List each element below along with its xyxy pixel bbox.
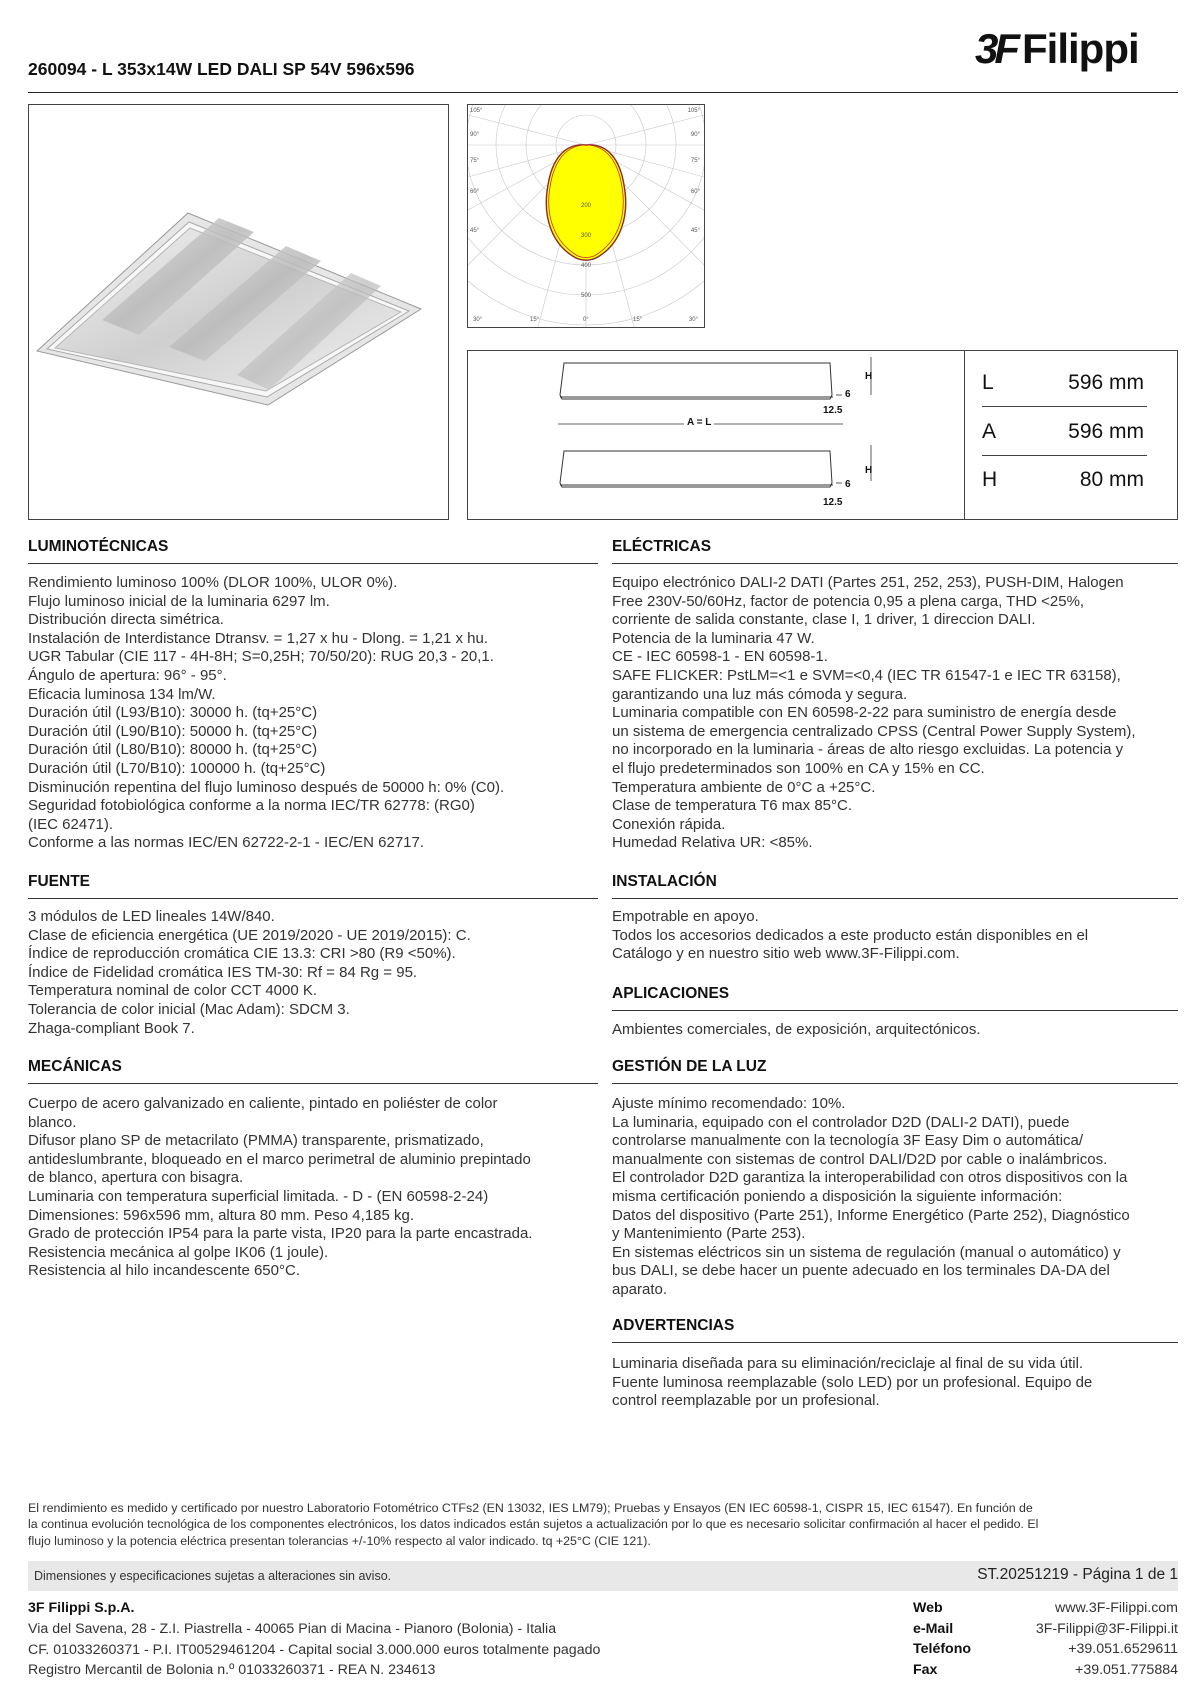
spec-line: Ambientes comerciales, de exposición, arquitectónicos.: [612, 1021, 981, 1038]
spec-line: Equipo electrónico DALI-2 DATI (Partes 251, 252, 253), PUSH-DIM, Halogen: [612, 574, 1124, 591]
spec-line: Fuente luminosa reemplazable (solo LED) por un profesional. Equipo de: [612, 1373, 1093, 1391]
section-title-instalacion: INSTALACIÓN: [612, 873, 717, 890]
dimension-key: H: [982, 468, 998, 491]
dimension-value: 596 mm: [1068, 371, 1144, 394]
section-body-instalacion: [612, 908, 1088, 964]
spec-line: CE - IEC 60598-1 - EN 60598-1.: [612, 648, 828, 666]
spec-line: de blanco, apertura con bisagra.: [28, 1169, 244, 1187]
spec-line: Luminaria diseñada para su eliminación/reciclaje al final de su vida útil.: [612, 1355, 1084, 1372]
polar-angle-label: 60°: [690, 189, 700, 195]
fax-number: +39.051.775884: [1075, 1662, 1178, 1678]
spec-line: Disminución repentina del flujo luminoso después de 50000 h: 0% (C0).: [28, 778, 505, 796]
spec-line: Eficacia luminosa 134 lm/W.: [28, 685, 216, 703]
spec-line: Clase de eficiencia energética (UE 2019/2020 - UE 2019/2015): C.: [28, 926, 471, 944]
drawing-six-label: 6: [845, 479, 851, 490]
spec-line: controlarse manualmente con la tecnología 3F Easy Dim o automática/: [612, 1132, 1084, 1150]
spec-line: Difusor plano SP de metacrilato (PMMA) transparente, prismatizado,: [28, 1132, 484, 1150]
contact-label: Web: [913, 1600, 943, 1616]
dimension-divider: [982, 455, 1147, 456]
polar-radial-label: 200: [581, 203, 592, 209]
drawing-12-5-label: 12.5: [823, 405, 843, 416]
email-link[interactable]: 3F-Filippi@3F-Filippi.it: [1035, 1621, 1178, 1637]
section-body-advertencias: [612, 1355, 1092, 1411]
section-divider: [612, 1342, 1178, 1343]
header-divider: [28, 92, 1178, 93]
spec-line: Cuerpo de acero galvanizado en caliente, pintado en poliéster de color: [28, 1095, 498, 1112]
company-address: [28, 1619, 600, 1681]
spec-line: Ajuste mínimo recomendado: 10%.: [612, 1095, 846, 1112]
spec-line: Duración útil (L80/B10): 80000 h. (tq+25°C): [28, 741, 318, 759]
spec-line: el flujo predeterminados son 100% en CA y 15% en CC.: [612, 759, 985, 777]
section-divider: [28, 898, 598, 899]
section-title-electricas: ELÉCTRICAS: [612, 538, 712, 555]
spec-line: control reemplazable por un profesional.: [612, 1392, 880, 1410]
spec-line: Duración útil (L70/B10): 100000 h. (tq+25°C): [28, 759, 326, 777]
contact-label: e-Mail: [913, 1621, 954, 1637]
web-link[interactable]: www.3F-Filippi.com: [1055, 1600, 1178, 1616]
spec-line: Empotrable en apoyo.: [612, 908, 759, 925]
section-body-luminotecnicas: [28, 574, 504, 853]
spec-line: Resistencia al hilo incandescente 650°C.: [28, 1262, 300, 1280]
spec-line: Datos del dispositivo (Parte 251), Informe Energético (Parte 252), Diagnóstico: [612, 1206, 1130, 1224]
spec-line: Humedad Relativa UR: <85%.: [612, 834, 813, 852]
spec-line: Duración útil (L90/B10): 50000 h. (tq+25°C): [28, 722, 318, 740]
spec-line: Duración útil (L93/B10): 30000 h. (tq+25°C): [28, 704, 318, 722]
section-title-gestion: GESTIÓN DE LA LUZ: [612, 1058, 767, 1075]
spec-line: Zhaga-compliant Book 7.: [28, 1019, 195, 1037]
drawing-six-label: 6: [845, 389, 851, 400]
product-title: 260094 - L 353x14W LED DALI SP 54V 596x596: [28, 59, 415, 79]
spec-line: garantizando una luz más cómoda y segura.: [612, 685, 908, 703]
section-body-gestion: [612, 1095, 1130, 1300]
polar-bottom-label: 30°: [473, 317, 483, 323]
polar-angle-label: 105°: [687, 108, 700, 114]
dimension-key: A: [982, 420, 997, 443]
polar-bottom-label: 15°: [633, 317, 643, 323]
spec-line: UGR Tabular (CIE 117 - 4H-8H; S=0,25H; 70/50/20): RUG 20,3 - 20,1.: [28, 648, 494, 666]
spec-line: Grado de protección IP54 para la parte vista, IP20 para la parte encastrada.: [28, 1225, 533, 1243]
drawing-h-label: H: [865, 371, 873, 382]
spec-line: En sistemas eléctricos sin un sistema de regulación (manual o automático) y: [612, 1243, 1121, 1261]
section-divider: [612, 1083, 1178, 1084]
address-line: CF. 01033260371 - P.I. IT00529461204 - Capital social 3.000.000 euros totalmente pagado: [28, 1641, 601, 1658]
disclaimer-line: la continua evolución tecnológica de los componentes electrónicos, los datos indicados están sujetos a actualización por lo que es necesario solicitar confirmación al hacer el pedido. El: [28, 1517, 1039, 1532]
spec-line: Temperatura nominal de color CCT 4000 K.: [28, 982, 318, 1000]
spec-line: Resistencia mecánica al golpe IK06 (1 joule).: [28, 1243, 329, 1261]
spec-line: SAFE FLICKER: PstLM=<1 e SVM=<0,4 (IEC TR 61547-1 e IEC TR 63158),: [612, 666, 1121, 684]
polar-angle-label: 75°: [470, 158, 480, 164]
section-body-electricas: [612, 574, 1136, 853]
spec-line: Conexión rápida.: [612, 815, 726, 833]
spec-line: corriente de salida constante, clase I, 1 driver, 1 direccion DALI.: [612, 611, 1036, 629]
dimension-value: 596 mm: [1068, 420, 1144, 443]
drawing-al-label: A = L: [684, 417, 714, 428]
section-body-fuente: [28, 908, 471, 1038]
spec-line: blanco.: [28, 1113, 77, 1131]
drawing-12-5-label: 12.5: [823, 497, 843, 508]
dimension-value: 80 mm: [1079, 468, 1144, 491]
spec-line: y Mantenimiento (Parte 253).: [612, 1225, 806, 1243]
polar-radial-label: 300: [581, 233, 592, 239]
spec-line: misma certificación poniendo a disposición la siguiente información:: [612, 1187, 1063, 1205]
polar-diagram-box: [467, 104, 705, 328]
spec-line: Seguridad fotobiológica conforme a la norma IEC/TR 62778: (RG0): [28, 797, 475, 815]
address-line: Registro Mercantil de Bolonia n.º 01033260371 - REA N. 234613: [28, 1662, 436, 1678]
spec-line: Distribución directa simétrica.: [28, 611, 224, 629]
luminaire-image: [29, 105, 448, 519]
spec-line: Índice de Fidelidad cromática IES TM-30: Rf = 84 Rg = 95.: [28, 963, 418, 981]
spec-line: 3 módulos de LED lineales 14W/840.: [28, 908, 275, 925]
section-divider: [28, 563, 598, 564]
contact-label: Fax: [913, 1662, 938, 1678]
section-divider: [612, 1010, 1178, 1011]
dimension-drawing-box: [467, 350, 1178, 520]
section-body-aplicaciones: [612, 1021, 981, 1040]
polar-bottom-label: 30°: [688, 317, 698, 323]
spec-line: un sistema de emergencia centralizado CPSS (Central Power Supply System),: [612, 722, 1136, 740]
polar-angle-label: 105°: [470, 108, 483, 114]
section-divider: [612, 563, 1178, 564]
spec-line: bus DALI, se debe hacer un puente adecuado en los terminales DA-DA del: [612, 1262, 1110, 1280]
section-divider: [612, 898, 1178, 899]
section-divider: [28, 1083, 598, 1084]
section-title-advertencias: ADVERTENCIAS: [612, 1317, 735, 1334]
spec-line: Catálogo y en nuestro sitio web www.3F-Filippi.com.: [612, 945, 960, 963]
spec-line: Dimensiones: 596x596 mm, altura 80 mm. Peso 4,185 kg.: [28, 1206, 415, 1224]
polar-angle-label: 45°: [690, 228, 700, 234]
spec-line: Todos los accesorios dedicados a este producto están disponibles en el: [612, 926, 1089, 944]
spec-line: Conforme a las normas IEC/EN 62722-2-1 - IEC/EN 62717.: [28, 834, 425, 852]
spec-line: Ángulo de apertura: 96° - 95°.: [28, 666, 227, 684]
section-title-luminotecnicas: LUMINOTÉCNICAS: [28, 538, 169, 555]
polar-angle-label: 90°: [470, 132, 480, 138]
product-image-box: [28, 104, 449, 520]
dimension-key: L: [982, 371, 994, 394]
spec-line: Potencia de la luminaria 47 W.: [612, 629, 815, 647]
disclaimer-line: El rendimiento es medido y certificado por nuestro Laboratorio Fotométrico CTFs2 (EN 13032, IES LM79); Pruebas y Ensayos (EN IEC 60598-1, CISPR 15, IEC 61547). En función de: [28, 1501, 1033, 1515]
spec-line: La luminaria, equipado con el controlador D2D (DALI-2 DATI), puede: [612, 1113, 1070, 1131]
polar-bottom-label: 0°: [583, 317, 589, 323]
drawing-h-label: H: [865, 465, 873, 476]
spec-line: Rendimiento luminoso 100% (DLOR 100%, ULOR 0%).: [28, 574, 398, 591]
spec-line: Clase de temperatura T6 max 85°C.: [612, 797, 852, 815]
polar-radial-label: 400: [581, 263, 592, 269]
spec-line: Flujo luminoso inicial de la luminaria 6297 lm.: [28, 592, 330, 610]
disclaimer-line: flujo luminoso y la potencia eléctrica presentan tolerancias +/-10% respecto al valor indicado. tq +25°C (CIE 121).: [28, 1533, 651, 1548]
document-reference: ST.20251219 - Página 1 de 1: [977, 1566, 1178, 1583]
notice-text: Dimensiones y especificaciones sujetas a alteraciones sin aviso.: [34, 1569, 392, 1583]
spec-line: aparato.: [612, 1280, 668, 1298]
spec-line: Free 230V-50/60Hz, factor de potencia 0,95 a plena carga, THD <25%,: [612, 592, 1085, 610]
spec-line: antideslumbrante, bloqueado en el marco perimetral de aluminio prepintado: [28, 1150, 531, 1168]
polar-bottom-label: 15°: [530, 317, 540, 323]
section-body-mecanicas: [28, 1095, 532, 1281]
polar-radial-label: 500: [581, 293, 592, 299]
dimension-divider: [982, 406, 1147, 407]
spec-line: El controlador D2D garantiza la interoperabilidad con otros dispositivos con la: [612, 1169, 1128, 1187]
polar-angle-label: 75°: [690, 158, 700, 164]
spec-line: Instalación de Interdistance Dtransv. = 1,27 x hu - Dlong. = 1,21 x hu.: [28, 629, 488, 647]
polar-angle-label: 60°: [470, 189, 480, 195]
address-line: Via del Savena, 28 - Z.I. Piastrella - 40065 Pian di Macina - Pianoro (Bolonia) - Italia: [28, 1621, 557, 1637]
spec-line: Temperatura ambiente de 0°C a +25°C.: [612, 778, 876, 796]
logo-text: Filippi: [1022, 25, 1139, 72]
spec-line: Tolerancia de color inicial (Mac Adam): SDCM 3.: [28, 1000, 350, 1018]
spec-line: Índice de reproducción cromática CIE 13.3: CRI >80 (R9 <50%).: [28, 945, 456, 963]
section-title-fuente: FUENTE: [28, 873, 90, 890]
spec-line: (IEC 62471).: [28, 815, 114, 833]
company-name: 3F Filippi S.p.A.: [28, 1600, 135, 1616]
spec-line: Luminaria con temperatura superficial limitada. - D - (EN 60598-2-24): [28, 1187, 489, 1205]
polar-angle-label: 45°: [470, 228, 480, 234]
section-title-aplicaciones: APLICACIONES: [612, 985, 730, 1002]
contact-label: Teléfono: [913, 1641, 972, 1657]
polar-angle-label: 90°: [690, 132, 700, 138]
legal-disclaimer: [28, 1500, 1178, 1549]
spec-line: no incorporado en la luminaria - áreas de alto riesgo excluidas. La potencia y: [612, 741, 1124, 759]
spec-line: Luminaria compatible con EN 60598-2-22 para suministro de energía desde: [612, 704, 1117, 722]
spec-line: manualmente con sistemas de control DALI/D2D por cable o inalámbricos.: [612, 1150, 1108, 1168]
logo-mark: 3F: [975, 25, 1017, 72]
dimension-table: [965, 351, 1177, 519]
brand-logo: [975, 25, 1139, 72]
section-title-mecanicas: MECÁNICAS: [28, 1058, 122, 1075]
phone-number: +39.051.6529611: [1068, 1641, 1178, 1657]
